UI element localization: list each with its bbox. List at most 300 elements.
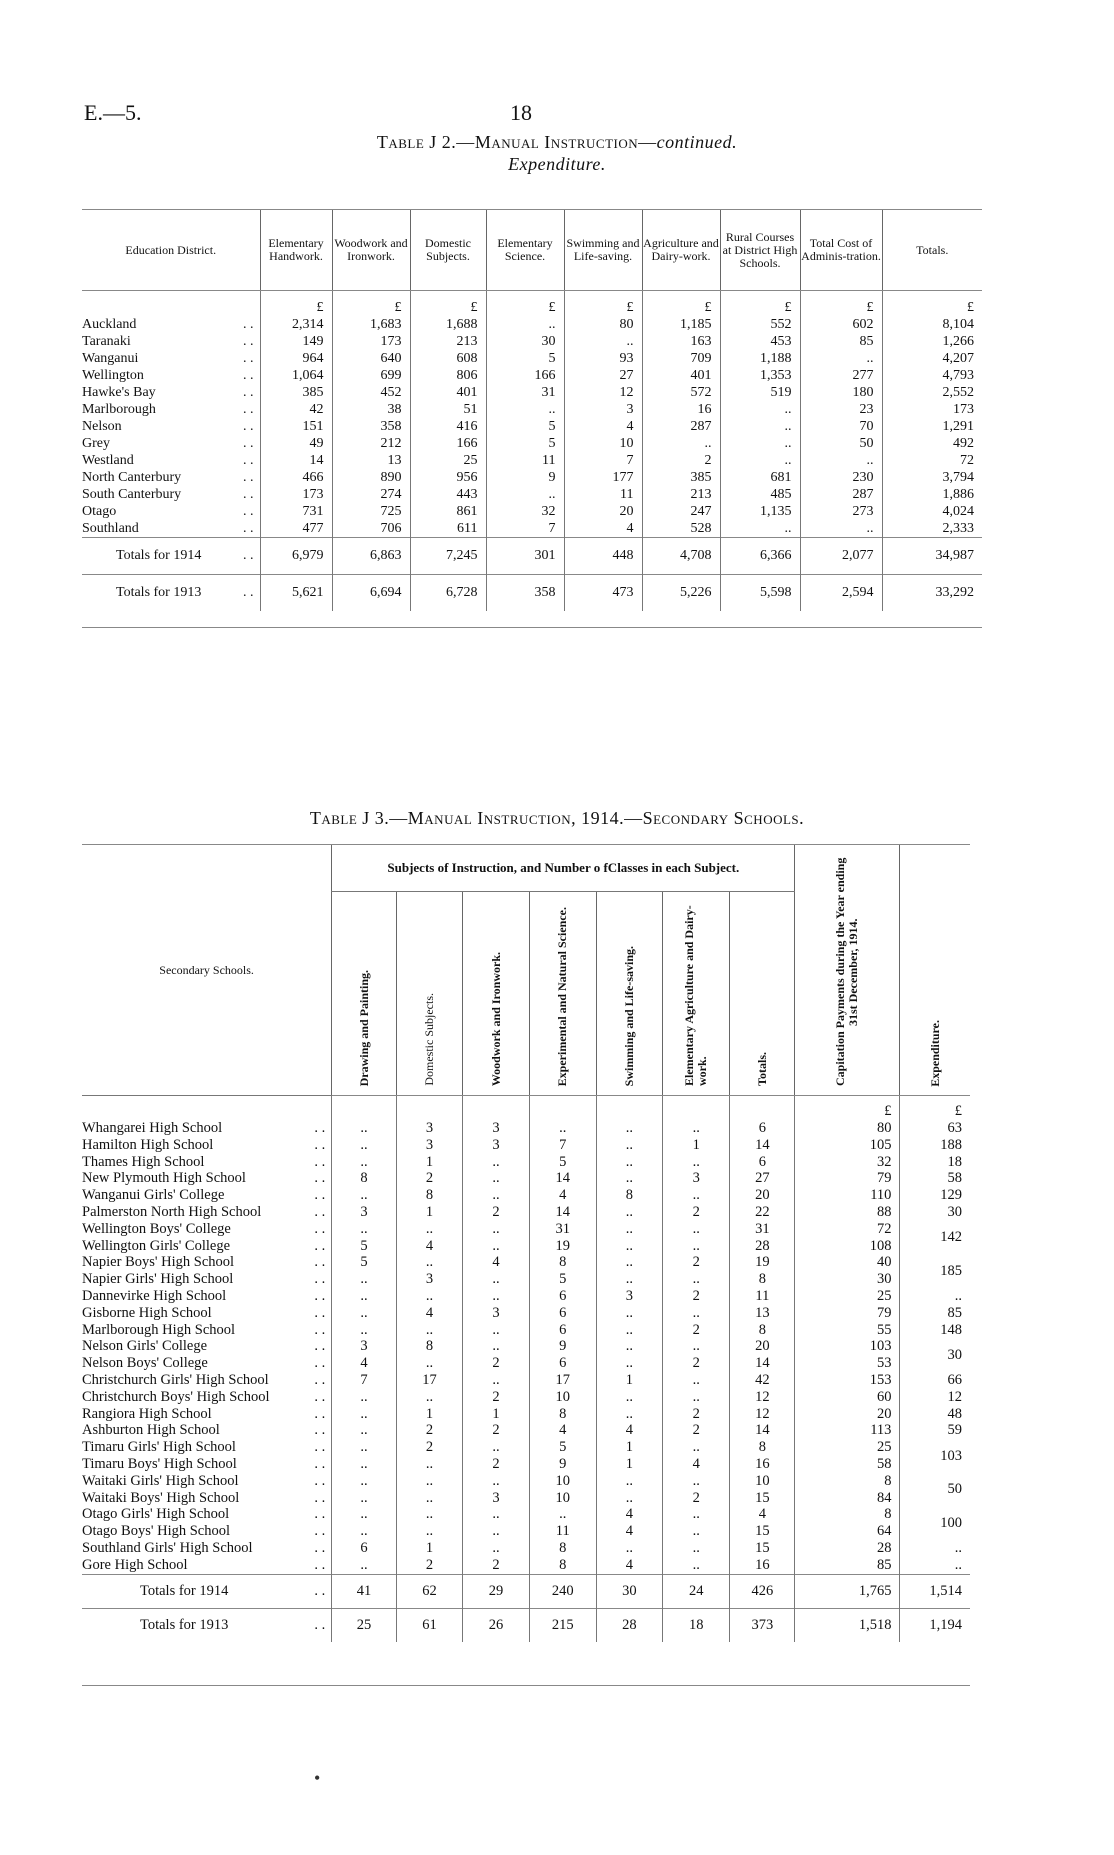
cell: 1 <box>463 1406 529 1423</box>
cell: 5 <box>486 435 564 452</box>
cell: 63 <box>900 1120 970 1137</box>
row-label <box>82 538 260 575</box>
cell: 12 <box>730 1406 795 1423</box>
cell: 385 <box>260 384 332 401</box>
table-row <box>82 1372 970 1389</box>
leader-dots: . . <box>243 504 254 519</box>
cell: 19 <box>529 1238 596 1255</box>
row-name: Waitaki Boys' High School <box>82 1489 240 1506</box>
leader-dots: . . <box>243 368 254 383</box>
leader-dots: . . <box>243 351 254 366</box>
cell: 17 <box>396 1372 462 1389</box>
cell: 4 <box>663 1456 730 1473</box>
cell: .. <box>596 1238 662 1255</box>
leader-dots: . . <box>314 1220 326 1237</box>
leader-dots: . . <box>314 1287 326 1304</box>
cell: .. <box>663 1271 730 1288</box>
row-label <box>82 469 260 486</box>
row-name: Hawke's Bay <box>82 385 156 400</box>
cell: 731 <box>260 503 332 520</box>
unit-label: £ <box>800 291 882 317</box>
cell: 2 <box>463 1456 529 1473</box>
row-name: Otago Girls' High School <box>82 1506 230 1523</box>
cell: 385 <box>642 469 720 486</box>
cell: 3 <box>396 1120 462 1137</box>
cell: 8 <box>529 1406 596 1423</box>
row-name: Nelson Girls' College <box>82 1338 208 1355</box>
cell: .. <box>800 452 882 469</box>
cell: 8 <box>529 1540 596 1557</box>
j3-bottom-rule <box>82 1685 970 1686</box>
bracketed-expenditure: 185 <box>940 1262 962 1279</box>
row-label <box>82 1574 332 1608</box>
cell: .. <box>663 1187 730 1204</box>
leader-dots: . . <box>314 1187 326 1204</box>
row-name: South Canterbury <box>82 487 182 502</box>
cell: 1 <box>396 1204 462 1221</box>
cell: 602 <box>800 316 882 333</box>
cell: 358 <box>332 418 410 435</box>
cell: 180 <box>800 384 882 401</box>
cell: 1,886 <box>882 486 982 503</box>
cell: 79 <box>795 1170 900 1187</box>
leader-dots: . . <box>314 1355 326 1372</box>
row-label <box>82 1523 332 1540</box>
cell: .. <box>596 1137 662 1154</box>
leader-dots: . . <box>314 1120 326 1136</box>
j2-title-prefix: Table J 2.— <box>376 132 475 152</box>
cell: 80 <box>564 316 642 333</box>
cell: 15 <box>730 1490 795 1507</box>
cell: 84 <box>795 1490 900 1507</box>
cell: 17 <box>529 1372 596 1389</box>
cell: 2 <box>463 1389 529 1406</box>
row-label <box>82 367 260 384</box>
cell: .. <box>663 1372 730 1389</box>
cell: .. <box>663 1305 730 1322</box>
leader-dots: . . <box>314 1237 326 1254</box>
cell: 173 <box>260 486 332 503</box>
cell: 401 <box>410 384 486 401</box>
leader-dots: . . <box>314 1523 326 1540</box>
row-label <box>82 384 260 401</box>
cell: 15 <box>730 1540 795 1557</box>
j3-col-agriculture <box>663 892 730 1096</box>
j3-col-totals-label: Totals. <box>754 1052 769 1086</box>
cell: .. <box>332 1473 397 1490</box>
cell: 34,987 <box>882 538 982 575</box>
cell: 25 <box>795 1288 900 1305</box>
row-label <box>82 316 260 333</box>
cell: 22 <box>730 1204 795 1221</box>
row-label <box>82 1288 332 1305</box>
cell: 25 <box>410 452 486 469</box>
table-row <box>82 1137 970 1154</box>
cell: 48 <box>900 1406 970 1423</box>
cell: 32 <box>795 1154 900 1171</box>
cell: 42 <box>260 401 332 418</box>
row-name: Rangiora High School <box>82 1405 212 1422</box>
table-row <box>82 503 982 520</box>
cell: 1 <box>396 1154 462 1171</box>
cell: .. <box>463 1271 529 1288</box>
cell: 4,024 <box>882 503 982 520</box>
cell: 287 <box>800 486 882 503</box>
cell: 7 <box>332 1372 397 1389</box>
cell: 1,518 <box>795 1608 900 1642</box>
cell: 706 <box>332 520 410 538</box>
row-label <box>82 333 260 350</box>
row-label <box>82 350 260 367</box>
cell: 60 <box>795 1389 900 1406</box>
cell: 16 <box>730 1557 795 1574</box>
cell: 2 <box>396 1439 462 1456</box>
cell: 416 <box>410 418 486 435</box>
cell: 8 <box>730 1439 795 1456</box>
j3-col-science-label: Experimental and Natural Science. <box>555 906 570 1086</box>
leader-dots: . . <box>314 1136 326 1153</box>
cell: 287 <box>642 418 720 435</box>
cell: .. <box>463 1154 529 1171</box>
cell: .. <box>596 1170 662 1187</box>
cell: .. <box>596 1473 662 1490</box>
row-label <box>82 1506 332 1523</box>
row-name: Napier Boys' High School <box>82 1254 235 1271</box>
j3-col-swimming <box>596 892 662 1096</box>
cell: 5 <box>332 1238 397 1255</box>
j3-group-row <box>82 845 970 892</box>
cell: .. <box>396 1322 462 1339</box>
j3-col-swimming-label: Swimming and Life-saving. <box>621 945 636 1086</box>
row-label <box>82 435 260 452</box>
cell: .. <box>596 1355 662 1372</box>
cell: .. <box>642 435 720 452</box>
row-name: Totals for 1913 <box>116 585 202 600</box>
row-label <box>82 1406 332 1423</box>
cell: 273 <box>800 503 882 520</box>
leader-dots: . . <box>314 1472 326 1489</box>
table-row <box>82 418 982 435</box>
cell: 8 <box>730 1271 795 1288</box>
cell: .. <box>663 1338 730 1355</box>
table-row <box>82 1154 970 1171</box>
leader-dots: . . <box>314 1455 326 1472</box>
cell: 426 <box>730 1574 795 1608</box>
row-name: Wanganui <box>82 351 139 366</box>
cell: 129 <box>900 1187 970 1204</box>
leader-dots: . . <box>243 317 254 332</box>
totals-row <box>82 1574 970 1608</box>
j2-title-cont: continued. <box>656 132 738 152</box>
row-name: Grey <box>82 436 110 451</box>
cell: 32 <box>486 503 564 520</box>
j2-col-domestic: Domestic Subjects. <box>410 210 486 291</box>
row-name: Hamilton High School <box>82 1136 214 1153</box>
table-row <box>82 435 982 452</box>
cell: 1,194 <box>900 1608 970 1642</box>
cell: 8 <box>396 1338 462 1355</box>
cell: 3 <box>332 1204 397 1221</box>
row-name: Wellington <box>82 368 144 383</box>
cell: 4 <box>564 520 642 538</box>
leader-dots: . . <box>243 585 254 600</box>
row-name: Waitaki Girls' High School <box>82 1472 239 1489</box>
cell: 3 <box>596 1288 662 1305</box>
j3-col-science <box>529 892 596 1096</box>
row-name: Gisborne High School <box>82 1304 212 1321</box>
cell: .. <box>596 1338 662 1355</box>
cell: 6 <box>529 1305 596 1322</box>
cell: 12 <box>900 1389 970 1406</box>
cell: 3 <box>463 1137 529 1154</box>
unit-label: £ <box>564 291 642 317</box>
cell: .. <box>663 1540 730 1557</box>
cell: .. <box>332 1506 397 1523</box>
row-label <box>82 418 260 435</box>
row-name: Ashburton High School <box>82 1422 220 1439</box>
cell: .. <box>396 1221 462 1238</box>
row-name: Otago Boys' High School <box>82 1523 231 1540</box>
unit-label: £ <box>642 291 720 317</box>
cell: .. <box>663 1439 730 1456</box>
cell: .. <box>332 1305 397 1322</box>
leader-dots: . . <box>314 1203 326 1220</box>
row-name: Christchurch Boys' High School <box>82 1388 270 1405</box>
table-row <box>82 1523 970 1540</box>
cell: .. <box>463 1473 529 1490</box>
j2-col-agriculture: Agriculture and Dairy-work. <box>642 210 720 291</box>
j3-unit-row <box>82 1096 970 1121</box>
j3-col-woodwork <box>463 892 529 1096</box>
cell: 2 <box>463 1355 529 1372</box>
cell: 8 <box>596 1187 662 1204</box>
j2-subtitle: Expenditure. <box>508 154 606 174</box>
row-label <box>82 1490 332 1507</box>
cell: 3 <box>463 1120 529 1137</box>
cell: 2 <box>463 1204 529 1221</box>
cell: 1,688 <box>410 316 486 333</box>
cell: .. <box>720 418 800 435</box>
cell: 2 <box>396 1170 462 1187</box>
cell: .. <box>800 520 882 538</box>
table-row <box>82 401 982 418</box>
cell: 2,333 <box>882 520 982 538</box>
cell: .. <box>564 333 642 350</box>
page-number: 18 <box>510 100 532 125</box>
cell <box>900 1338 970 1372</box>
leader-dots: . . <box>314 1489 326 1506</box>
cell: 31 <box>486 384 564 401</box>
cell: 149 <box>260 333 332 350</box>
cell: 964 <box>260 350 332 367</box>
cell: 6 <box>529 1355 596 1372</box>
leader-dots: . . <box>243 453 254 468</box>
row-label <box>82 486 260 503</box>
cell: 4,708 <box>642 538 720 575</box>
cell: .. <box>596 1389 662 1406</box>
cell: 3 <box>332 1338 397 1355</box>
table-row <box>82 1422 970 1439</box>
table-row <box>82 1288 970 1305</box>
cell: 88 <box>795 1204 900 1221</box>
cell: 477 <box>260 520 332 538</box>
cell: 93 <box>564 350 642 367</box>
leader-dots: . . <box>314 1405 326 1422</box>
cell: .. <box>332 1221 397 1238</box>
table-row <box>82 1204 970 1221</box>
cell: 50 <box>800 435 882 452</box>
cell: .. <box>596 1120 662 1137</box>
cell: 8 <box>332 1170 397 1187</box>
cell: 6,979 <box>260 538 332 575</box>
cell: 30 <box>486 333 564 350</box>
cell: .. <box>486 401 564 418</box>
cell: 4,793 <box>882 367 982 384</box>
cell: .. <box>332 1154 397 1171</box>
row-name: Nelson Boys' College <box>82 1355 208 1372</box>
cell: 247 <box>642 503 720 520</box>
cell: 453 <box>720 333 800 350</box>
cell: .. <box>463 1288 529 1305</box>
cell: 2 <box>663 1355 730 1372</box>
cell: .. <box>396 1523 462 1540</box>
cell: 2 <box>396 1557 462 1574</box>
cell: 66 <box>900 1372 970 1389</box>
cell: 10 <box>529 1389 596 1406</box>
row-name: Totals for 1914 <box>116 548 202 563</box>
cell: 1 <box>396 1540 462 1557</box>
cell: .. <box>332 1120 397 1137</box>
cell: 80 <box>795 1120 900 1137</box>
cell: 4 <box>529 1422 596 1439</box>
cell: 58 <box>795 1456 900 1473</box>
cell: 8 <box>795 1473 900 1490</box>
cell: 14 <box>529 1204 596 1221</box>
row-label <box>82 1322 332 1339</box>
cell: .. <box>463 1221 529 1238</box>
totals-row <box>82 575 982 612</box>
cell: 8,104 <box>882 316 982 333</box>
cell: .. <box>720 520 800 538</box>
row-name: North Canterbury <box>82 470 182 485</box>
row-label <box>82 1221 332 1238</box>
cell: 213 <box>410 333 486 350</box>
cell: 5 <box>529 1271 596 1288</box>
table-row <box>82 1490 970 1507</box>
cell: 4 <box>529 1187 596 1204</box>
cell: .. <box>332 1406 397 1423</box>
table-row <box>82 1473 970 1490</box>
table-row <box>82 1187 970 1204</box>
cell: .. <box>332 1389 397 1406</box>
cell: 699 <box>332 367 410 384</box>
cell: 11 <box>730 1288 795 1305</box>
cell: 4 <box>730 1506 795 1523</box>
leader-dots: . . <box>314 1388 326 1405</box>
j2-table <box>82 210 982 611</box>
cell: 358 <box>486 575 564 612</box>
table-row <box>82 469 982 486</box>
leader-dots: . . <box>314 1506 326 1523</box>
cell: 2 <box>663 1254 730 1271</box>
leader-dots: . . <box>314 1153 326 1170</box>
j2-col-swimming: Swimming and Life-saving. <box>564 210 642 291</box>
cell: .. <box>596 1322 662 1339</box>
row-name: Totals for 1913 <box>140 1616 229 1633</box>
j2-title <box>0 132 1114 153</box>
j3-col-agriculture-label: Elementary Agriculture and Dairy-work. <box>682 905 710 1086</box>
row-name: Auckland <box>82 317 137 332</box>
cell: 230 <box>800 469 882 486</box>
table-row <box>82 1439 970 1456</box>
row-name: Timaru Girls' High School <box>82 1439 236 1456</box>
cell: 51 <box>410 401 486 418</box>
unit-label: £ <box>882 291 982 317</box>
cell: 42 <box>730 1372 795 1389</box>
cell: 1,064 <box>260 367 332 384</box>
leader-dots: . . <box>314 1422 326 1439</box>
cell: 6,863 <box>332 538 410 575</box>
cell: .. <box>463 1338 529 1355</box>
cell: .. <box>332 1439 397 1456</box>
j3-title <box>0 808 1114 829</box>
cell: 5 <box>529 1439 596 1456</box>
cell: 12 <box>730 1389 795 1406</box>
row-label <box>82 575 260 612</box>
cell: .. <box>800 350 882 367</box>
cell: 4 <box>396 1238 462 1255</box>
cell: .. <box>596 1204 662 1221</box>
cell: .. <box>332 1557 397 1574</box>
cell: 373 <box>730 1608 795 1642</box>
cell: 2 <box>663 1322 730 1339</box>
cell: 113 <box>795 1422 900 1439</box>
cell: 6,728 <box>410 575 486 612</box>
cell: 215 <box>529 1608 596 1642</box>
unit-label: £ <box>332 291 410 317</box>
leader-dots: . . <box>243 487 254 502</box>
cell: .. <box>332 1288 397 1305</box>
table-row <box>82 452 982 469</box>
row-label <box>82 1120 332 1137</box>
cell: 4 <box>396 1305 462 1322</box>
row-label <box>82 1170 332 1187</box>
unit-label: £ <box>410 291 486 317</box>
cell: 8 <box>529 1254 596 1271</box>
cell: 29 <box>463 1574 529 1608</box>
cell: 72 <box>795 1221 900 1238</box>
j3-title-main: Manual Instruction, 1914.—Secondary Schools. <box>407 808 805 828</box>
row-name: Christchurch Girls' High School <box>82 1371 269 1388</box>
cell: 10 <box>730 1473 795 1490</box>
leader-dots: . . <box>243 548 254 563</box>
cell: 1 <box>596 1456 662 1473</box>
document-code: E.—5. <box>84 100 142 125</box>
leader-dots: . . <box>243 334 254 349</box>
cell: 452 <box>332 384 410 401</box>
cell: 62 <box>396 1574 462 1608</box>
cell: 9 <box>529 1338 596 1355</box>
cell: 1,514 <box>900 1574 970 1608</box>
cell: 240 <box>529 1574 596 1608</box>
row-label <box>82 401 260 418</box>
cell: 2 <box>663 1406 730 1423</box>
j3-group-header: Subjects of Instruction, and Number o fClasses in each Subject. <box>332 845 795 892</box>
cell: 8 <box>529 1557 596 1574</box>
cell: 10 <box>564 435 642 452</box>
cell: 2 <box>463 1422 529 1439</box>
cell: 4 <box>596 1506 662 1523</box>
